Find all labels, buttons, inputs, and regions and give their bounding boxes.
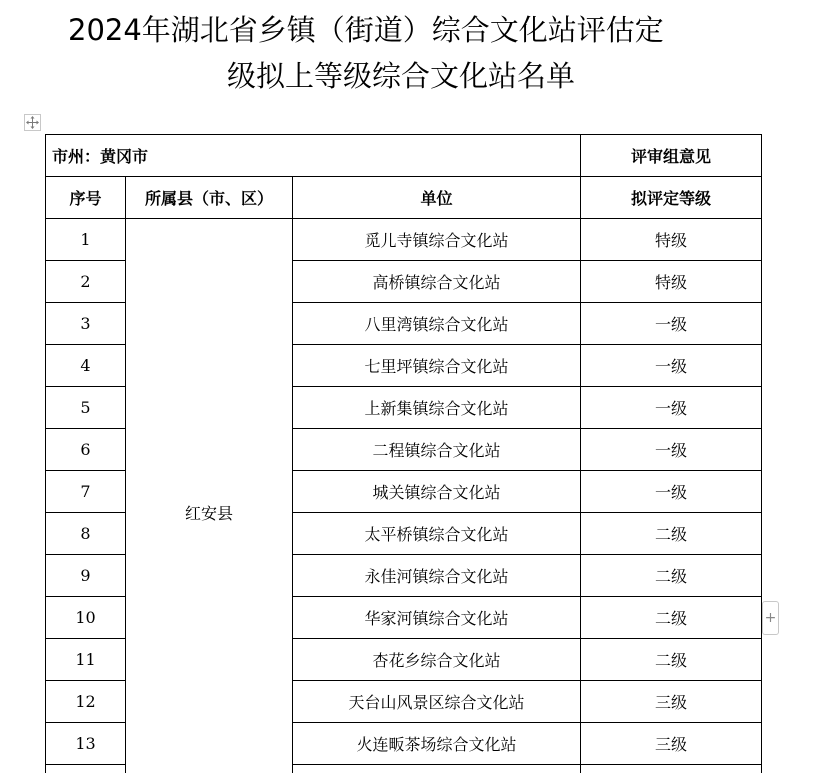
- grade-cell: 二级: [581, 639, 762, 681]
- grade-cell: 一级: [581, 303, 762, 345]
- row-number-cell: 3: [46, 303, 126, 345]
- row-number-cell: 9: [46, 555, 126, 597]
- grade-cell: 一级: [581, 429, 762, 471]
- column-header-county: 所属县（市、区）: [126, 177, 293, 219]
- unit-name-cell: 火连畈茶场综合文化站: [293, 723, 581, 765]
- table-header-row: [46, 177, 762, 219]
- row-number-cell: 12: [46, 681, 126, 723]
- column-header-unit: 单位: [293, 177, 581, 219]
- grade-cell: 一级: [581, 471, 762, 513]
- unit-name-cell: 城关镇综合文化站: [293, 471, 581, 513]
- grade-cell: 二级: [581, 597, 762, 639]
- grade-cell: 特级: [581, 219, 762, 261]
- unit-name-cell: 华家河镇综合文化站: [293, 597, 581, 639]
- grade-cell: 三级: [581, 723, 762, 765]
- row-number-cell: 5: [46, 387, 126, 429]
- unit-name-cell: 杏花乡综合文化站: [293, 639, 581, 681]
- grade-cell: 二级: [581, 513, 762, 555]
- table-move-handle[interactable]: [24, 114, 41, 131]
- grade-cell: 三级: [581, 681, 762, 723]
- column-header-grade: 拟评定等级: [581, 177, 762, 219]
- unit-name-cell: 二程镇综合文化站: [293, 429, 581, 471]
- row-number-cell: 13: [46, 723, 126, 765]
- station-list-table: [45, 134, 762, 773]
- row-number-cell: 11: [46, 639, 126, 681]
- grade-cell: 一级: [581, 387, 762, 429]
- grade-cell: 一级: [581, 345, 762, 387]
- grade-cell: 特级: [581, 261, 762, 303]
- city-label-cell: 市州：黄冈市: [46, 135, 581, 177]
- table-row: [46, 219, 762, 261]
- row-number-cell: 4: [46, 345, 126, 387]
- county-cell: 红安县: [126, 219, 293, 773]
- row-number-cell: 7: [46, 471, 126, 513]
- unit-name-cell: 上新集镇综合文化站: [293, 387, 581, 429]
- table-city-row: [46, 135, 762, 177]
- unit-name-cell: 永佳河镇综合文化站: [293, 555, 581, 597]
- plus-icon: +: [764, 610, 777, 626]
- grade-cell: [581, 765, 762, 773]
- unit-name-cell: 七里坪镇综合文化站: [293, 345, 581, 387]
- unit-name-cell: 八里湾镇综合文化站: [293, 303, 581, 345]
- row-number-cell: 6: [46, 429, 126, 471]
- unit-name-cell: 高桥镇综合文化站: [293, 261, 581, 303]
- unit-name-cell: 天台山风景区综合文化站: [293, 681, 581, 723]
- document-title-line-2: 级拟上等级综合文化站名单: [227, 59, 576, 93]
- add-row-button[interactable]: [762, 601, 779, 635]
- row-number-cell: [46, 765, 126, 773]
- grade-cell: 二级: [581, 555, 762, 597]
- document-title-line-1: 2024年湖北省乡镇（街道）综合文化站评估定: [68, 13, 664, 47]
- row-number-cell: 8: [46, 513, 126, 555]
- column-header-no: 序号: [46, 177, 126, 219]
- row-number-cell: 10: [46, 597, 126, 639]
- row-number-cell: 1: [46, 219, 126, 261]
- review-opinion-header: 评审组意见: [581, 135, 762, 177]
- row-number-cell: 2: [46, 261, 126, 303]
- unit-name-cell: 觅儿寺镇综合文化站: [293, 219, 581, 261]
- move-icon: [25, 115, 40, 130]
- unit-name-cell: [293, 765, 581, 773]
- unit-name-cell: 太平桥镇综合文化站: [293, 513, 581, 555]
